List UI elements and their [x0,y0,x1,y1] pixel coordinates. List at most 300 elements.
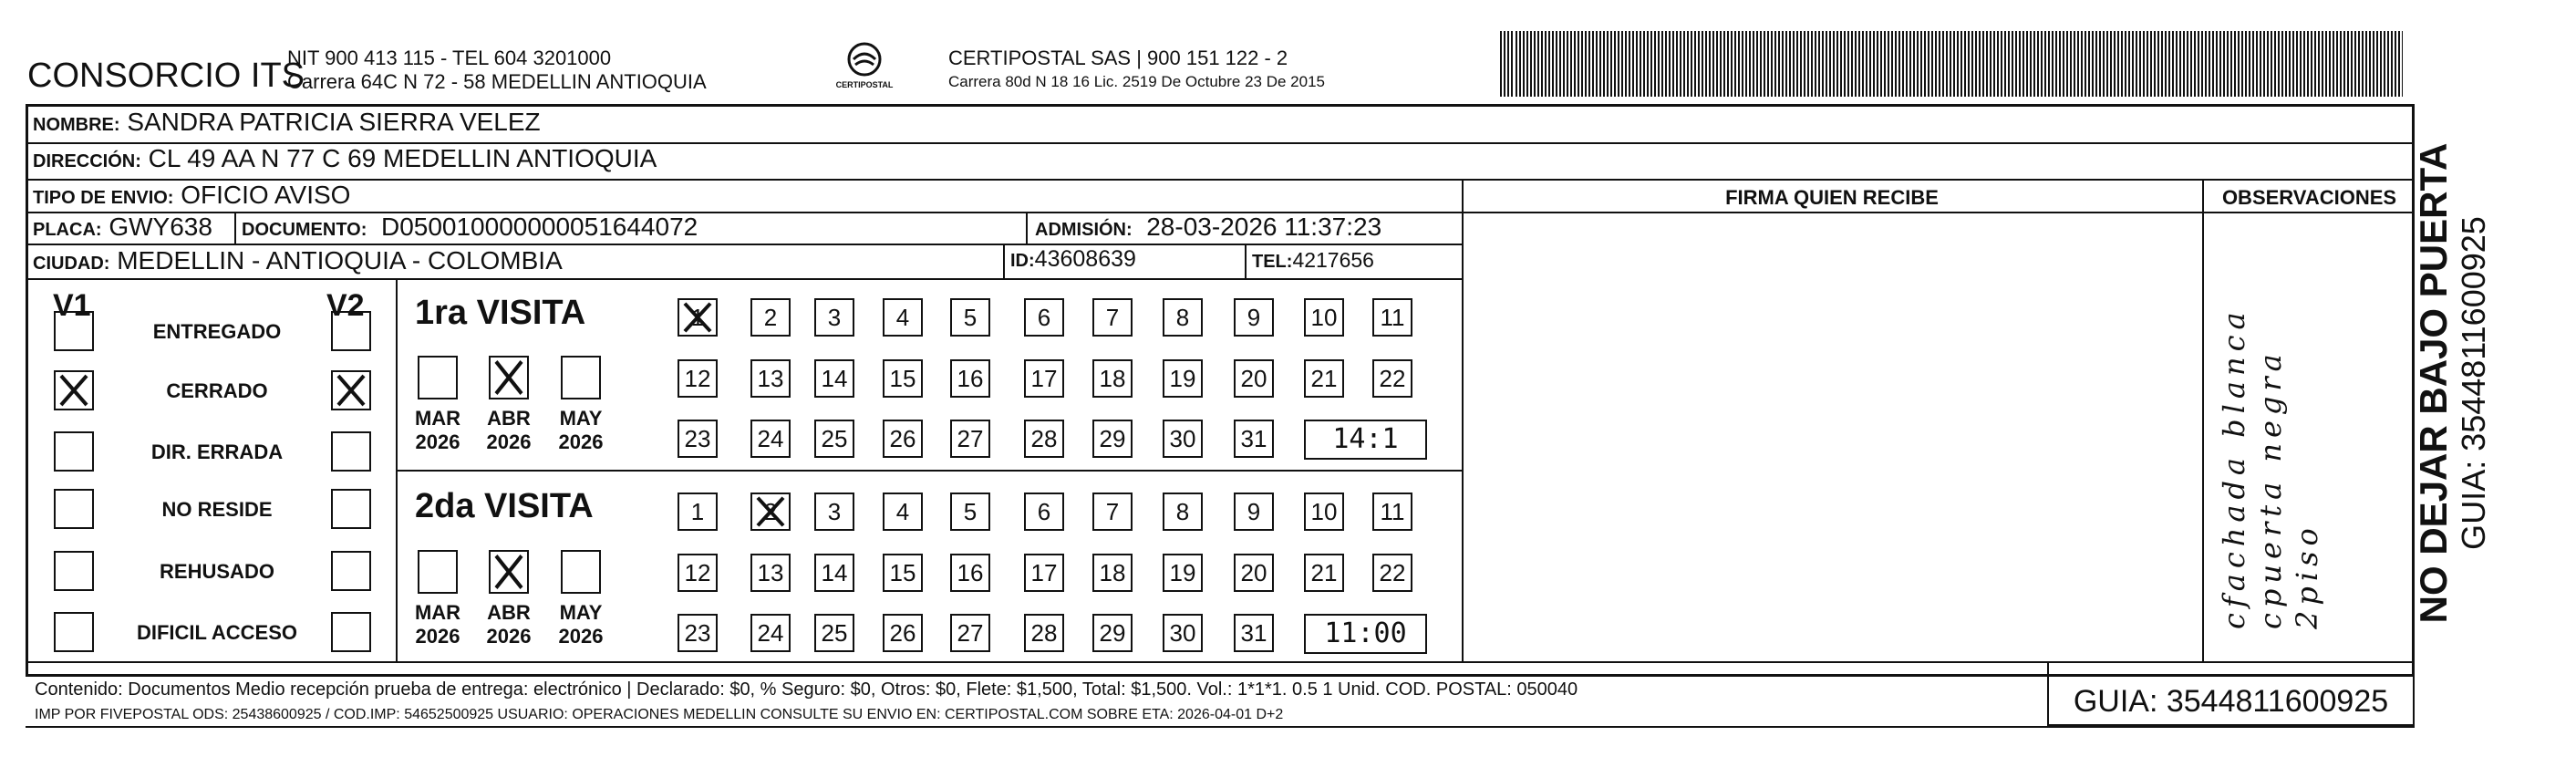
barcode-bar [2212,31,2214,97]
day-cell[interactable] [1024,554,1064,592]
barcode-bar [1862,31,1864,97]
barcode-bar [2190,31,2192,97]
barcode-bar [2347,31,2349,97]
tel-value: 4217656 [1292,248,1374,272]
barcode-bar [1552,31,1554,97]
barcode-bar [1734,31,1736,97]
v2-checkbox[interactable] [331,370,371,410]
barcode-bar [1815,31,1816,97]
day-cell[interactable] [814,420,854,458]
barcode-bar [2183,31,2185,97]
barcode-bar [1636,31,1638,97]
tipo-row: TIPO DE ENVIO: OFICIO AVISO [33,181,351,209]
barcode-bar [2365,31,2367,97]
day-cell[interactable] [1092,298,1133,337]
day-number: 2 [763,498,778,525]
barcode-bar [2023,31,2024,97]
day-cell[interactable] [814,359,854,398]
barcode-bar [1526,31,1528,97]
day-cell[interactable] [1163,614,1203,652]
barcode-bar [2292,31,2294,97]
day-cell[interactable] [1092,614,1133,652]
barcode-bar [2154,31,2156,97]
barcode-bar [1556,31,1557,97]
day-cell[interactable] [883,359,923,398]
barcode-bar [2314,31,2316,97]
barcode-bar [2150,31,2152,97]
day-cell[interactable] [750,493,791,531]
day-cell[interactable] [814,493,854,531]
day-cell[interactable] [678,359,718,398]
day-cell[interactable] [1372,359,1412,398]
barcode-bar [2303,31,2305,97]
barcode-bar [1793,31,1795,97]
day-number: 6 [1037,498,1051,525]
day-cell[interactable] [950,493,990,531]
barcode-bar [1753,31,1754,97]
day-number: 4 [895,498,910,525]
barcode-bar [1990,31,1991,97]
observaciones-heading: OBSERVACIONES [2221,186,2397,209]
day-number: 23 [684,619,711,647]
barcode-bar [2358,31,2360,97]
ciudad-value: MEDELLIN - ANTIOQUIA - COLOMBIA [117,246,563,275]
day-number: 5 [963,304,978,331]
day-number: 20 [1240,559,1267,586]
day-number: 16 [957,365,984,392]
barcode-bar [1855,31,1857,97]
day-number: 22 [1379,365,1406,392]
barcode-bar [1516,31,1517,97]
id-value: 43608639 [1034,246,1136,272]
barcode-bar [1898,31,1900,97]
certipostal-logo: CERTIPOSTAL [828,41,901,89]
barcode-bar [1822,31,1824,97]
day-cell[interactable] [1234,493,1274,531]
tipo-value: OFICIO AVISO [181,181,351,209]
barcode-bar [2088,31,2090,97]
day-cell[interactable] [750,298,791,337]
barcode-bar [1563,31,1565,97]
day-cell[interactable] [678,493,718,531]
day-cell[interactable] [1372,554,1412,592]
barcode-bar [1665,31,1667,97]
v2-checkbox[interactable] [331,431,371,472]
day-cell[interactable] [814,614,854,652]
barcode-bar [2128,31,2130,97]
day-cell[interactable] [1163,298,1203,337]
day-cell[interactable] [1092,554,1133,592]
day-number: 19 [1169,559,1196,586]
barcode-bar [1964,31,1966,97]
day-cell[interactable] [678,298,718,337]
barcode-bar [1738,31,1740,97]
barcode-bar [1672,31,1674,97]
barcode-bar [2194,31,2196,97]
day-cell[interactable] [1163,493,1203,531]
barcode-bar [2172,31,2174,97]
month-checkbox[interactable] [561,356,601,399]
day-number: 7 [1105,304,1120,331]
placa-value: GWY638 [109,213,212,241]
day-number: 3 [827,498,842,525]
v1-heading: V1 [53,288,91,323]
barcode-bar [1545,31,1547,97]
day-number: 12 [684,365,711,392]
day-number: 6 [1037,304,1051,331]
barcode-bar [1796,31,1798,97]
barcode-bar [2026,31,2028,97]
barcode-bar [2325,31,2327,97]
day-number: 15 [889,365,916,392]
day-number: 11 [1380,498,1405,525]
visit2-title: 2da VISITA [415,487,594,525]
barcode-bar [1953,31,1955,97]
day-number: 29 [1099,425,1126,452]
barcode-bar [2179,31,2181,97]
day-cell[interactable] [750,614,791,652]
barcode-bar [1585,31,1587,97]
barcode-bar [1511,31,1513,97]
day-cell[interactable] [883,614,923,652]
day-cell[interactable] [1372,493,1412,531]
barcode-bar [1979,31,1981,97]
id-row: ID:43608639 [1010,246,1136,272]
barcode-bar [1574,31,1576,97]
barcode-bar [1687,31,1689,97]
barcode-bar [1661,31,1663,97]
status-option-label: NO RESIDE [161,498,273,521]
day-number: 25 [821,619,848,647]
v2-checkbox[interactable] [331,311,371,351]
barcode-bar [1588,31,1590,97]
barcode-bar [2398,31,2400,97]
barcode-bar [2015,31,2017,97]
barcode-bar [2329,31,2331,97]
barcode-bar [1888,31,1889,97]
day-cell[interactable] [1234,298,1274,337]
status-option-label: DIFICIL ACCESO [136,621,297,644]
day-number: 1 [690,304,705,331]
barcode-bar [1559,31,1561,97]
barcode-bar [2205,31,2207,97]
admision-value: 28-03-2026 11:37:23 [1146,213,1382,241]
day-number: 24 [757,619,784,647]
day-cell[interactable] [1234,359,1274,398]
barcode-bar [1971,31,1973,97]
barcode-bar [2216,31,2218,97]
month-label: MAY 2026 [558,407,604,453]
day-number: 10 [1310,498,1338,525]
month-label: MAY 2026 [558,601,604,648]
footer-line1: Contenido: Documentos Medio recepción prueba de entrega: electrónico | Declarado: $0, % Seguro: $0, Otros: $0, Flete: $1,500, Total: $1,500. Vol.: 1*1*1. 0.5 1 Unid. COD. POSTAL: 050040 [35,679,1578,700]
day-cell[interactable] [1024,420,1064,458]
day-number: 31 [1240,425,1267,452]
barcode-bar [2059,31,2061,97]
barcode-bar [2055,31,2057,97]
day-number: 20 [1240,365,1267,392]
day-cell[interactable] [814,298,854,337]
barcode-bar [1877,31,1878,97]
day-cell[interactable] [1304,554,1344,592]
barcode-bar [2376,31,2378,97]
day-number: 26 [889,425,916,452]
barcode-bar [1567,31,1568,97]
month-label: MAR 2026 [414,407,461,453]
v1-checkbox[interactable] [54,551,94,591]
barcode-bar [1844,31,1846,97]
day-cell[interactable] [1092,420,1133,458]
barcode-bar [1950,31,1951,97]
barcode [1500,31,2407,97]
barcode-bar [2198,31,2199,97]
barcode-bar [1654,31,1656,97]
day-number: 17 [1030,365,1058,392]
day-cell[interactable] [883,420,923,458]
tel-row: TEL:4217656 [1252,248,1374,272]
day-cell[interactable] [950,359,990,398]
month-checkbox[interactable] [561,550,601,594]
day-cell[interactable] [950,614,990,652]
v2-checkbox[interactable] [331,551,371,591]
barcode-bar [1603,31,1605,97]
day-number: 18 [1099,365,1126,392]
barcode-bar [1607,31,1609,97]
day-number: 10 [1310,304,1338,331]
barcode-bar [2030,31,2032,97]
v2-checkbox[interactable] [331,489,371,529]
day-cell[interactable] [1234,614,1274,652]
barcode-bar [2077,31,2079,97]
barcode-bar [2336,31,2338,97]
carrier-address: Carrera 80d N 18 16 Lic. 2519 De Octubre 23 De 2015 [948,73,1325,90]
company-address: Carrera 64C N 72 - 58 MEDELLIN ANTIOQUIA [287,70,707,93]
barcode-bar [1920,31,1922,97]
barcode-bar [1836,31,1838,97]
barcode-bar [1537,31,1539,97]
day-number: 29 [1099,619,1126,647]
day-cell[interactable] [1304,298,1344,337]
day-cell[interactable] [750,420,791,458]
barcode-bar [2110,31,2112,97]
barcode-bar [1771,31,1773,97]
barcode-bar [2369,31,2371,97]
barcode-bar [2103,31,2105,97]
barcode-bar [1866,31,1867,97]
barcode-bar [2121,31,2123,97]
day-number: 8 [1175,498,1190,525]
barcode-bar [2157,31,2159,97]
barcode-bar [1592,31,1594,97]
barcode-bar [1570,31,1572,97]
company-name: CONSORCIO ITS [27,57,305,95]
v1-checkbox[interactable] [54,612,94,652]
day-cell[interactable] [950,420,990,458]
day-cell[interactable] [678,554,718,592]
barcode-bar [1712,31,1714,97]
day-cell[interactable] [1024,359,1064,398]
visit-time[interactable]: 11:00 [1304,614,1427,654]
barcode-bar [1742,31,1743,97]
month-checkbox[interactable] [489,550,529,594]
direccion-row: DIRECCIÓN: CL 49 AA N 77 C 69 MEDELLIN ANTIOQUIA [33,144,657,172]
barcode-bar [1541,31,1543,97]
day-number: 1 [690,498,705,525]
month-label: MAR 2026 [414,601,461,648]
barcode-bar [1946,31,1948,97]
day-number: 25 [821,425,848,452]
day-cell[interactable] [1234,554,1274,592]
day-cell[interactable] [678,614,718,652]
day-number: 14 [821,559,848,586]
day-cell[interactable] [1304,493,1344,531]
barcode-bar [2066,31,2068,97]
barcode-bar [1818,31,1820,97]
footer-line2: IMP POR FIVEPOSTAL ODS: 25438600925 / COD.IMP: 54652500925 USUARIO: OPERACIONES MEDELLIN CONSULTE SU ENVIO EN: CERTIPOSTAL.COM SOBRE ETA: 2026-04-01 D+2 [35,707,1284,722]
barcode-bar [1767,31,1769,97]
day-cell[interactable] [814,554,854,592]
barcode-bar [2402,31,2403,97]
day-cell[interactable] [883,493,923,531]
barcode-bar [2252,31,2254,97]
day-cell[interactable] [1163,420,1203,458]
day-cell[interactable] [1024,493,1064,531]
day-number: 27 [957,619,984,647]
barcode-bar [1731,31,1733,97]
v1-checkbox[interactable] [54,370,94,410]
barcode-bar [1683,31,1685,97]
barcode-bar [1548,31,1550,97]
month-label: ABR 2026 [486,407,532,453]
day-number: 16 [957,559,984,586]
day-cell[interactable] [1163,359,1203,398]
barcode-bar [2095,31,2097,97]
barcode-bar [2125,31,2126,97]
barcode-bar [2161,31,2163,97]
side-guia-label: GUIA: 3544811600925 [2455,216,2492,550]
barcode-bar [1957,31,1959,97]
barcode-bar [2263,31,2265,97]
barcode-bar [2362,31,2364,97]
barcode-bar [1581,31,1583,97]
barcode-bar [2037,31,2039,97]
barcode-bar [1939,31,1940,97]
day-number: 7 [1105,498,1120,525]
barcode-bar [1851,31,1853,97]
day-cell[interactable] [883,298,923,337]
barcode-bar [1993,31,1995,97]
barcode-bar [1760,31,1762,97]
barcode-bar [1610,31,1612,97]
v1-checkbox[interactable] [54,489,94,529]
barcode-bar [1917,31,1919,97]
day-number: 30 [1169,425,1196,452]
day-cell[interactable] [1024,298,1064,337]
firma-heading: FIRMA QUIEN RECIBE [1725,186,1939,209]
v1-checkbox[interactable] [54,311,94,351]
day-cell[interactable] [1092,493,1133,531]
barcode-bar [1880,31,1882,97]
barcode-bar [2008,31,2010,97]
barcode-bar [2343,31,2345,97]
day-number: 3 [827,304,842,331]
day-number: 22 [1379,559,1406,586]
month-label: ABR 2026 [486,601,532,648]
day-cell[interactable] [950,298,990,337]
visit-time[interactable]: 14:1 [1304,420,1427,460]
day-cell[interactable] [1304,359,1344,398]
barcode-bar [2048,31,2050,97]
barcode-bar [2351,31,2353,97]
barcode-bar [2373,31,2374,97]
status-option-label: ENTREGADO [152,320,282,343]
signature-area[interactable] [1464,214,2201,659]
day-number: 28 [1030,425,1058,452]
barcode-bar [2147,31,2148,97]
barcode-bar [1873,31,1875,97]
barcode-bar [2223,31,2225,97]
barcode-bar [1507,31,1509,97]
barcode-bar [2234,31,2236,97]
barcode-bar [1702,31,1703,97]
barcode-bar [1599,31,1601,97]
barcode-bar [1986,31,1988,97]
barcode-bar [1869,31,1871,97]
v2-checkbox[interactable] [331,612,371,652]
barcode-bar [2271,31,2272,97]
barcode-bar [1804,31,1805,97]
day-number: 4 [895,304,910,331]
day-cell[interactable] [1163,554,1203,592]
barcode-bar [2099,31,2101,97]
barcode-bar [2387,31,2389,97]
barcode-bar [2384,31,2385,97]
day-cell[interactable] [1024,614,1064,652]
month-checkbox[interactable] [489,356,529,399]
barcode-bar [2256,31,2258,97]
barcode-bar [2333,31,2334,97]
v1-checkbox[interactable] [54,431,94,472]
barcode-bar [1749,31,1751,97]
day-cell[interactable] [1234,420,1274,458]
visit1-title: 1ra VISITA [415,294,586,332]
day-cell[interactable] [950,554,990,592]
day-number: 13 [757,365,784,392]
barcode-bar [1942,31,1944,97]
barcode-bar [1968,31,1970,97]
barcode-bar [2260,31,2261,97]
month-checkbox[interactable] [418,550,458,594]
day-cell[interactable] [750,554,791,592]
barcode-bar [2354,31,2356,97]
barcode-bar [1782,31,1784,97]
barcode-bar [1840,31,1842,97]
barcode-bar [2052,31,2054,97]
day-cell[interactable] [750,359,791,398]
day-cell[interactable] [1372,298,1412,337]
barcode-bar [1614,31,1616,97]
v2-heading: V2 [326,288,365,323]
barcode-bar [1906,31,1908,97]
barcode-bar [2395,31,2396,97]
barcode-bar [2117,31,2119,97]
barcode-bar [2092,31,2094,97]
month-checkbox[interactable] [418,356,458,399]
day-cell[interactable] [1092,359,1133,398]
barcode-bar [2285,31,2287,97]
day-cell[interactable] [678,420,718,458]
day-cell[interactable] [883,554,923,592]
